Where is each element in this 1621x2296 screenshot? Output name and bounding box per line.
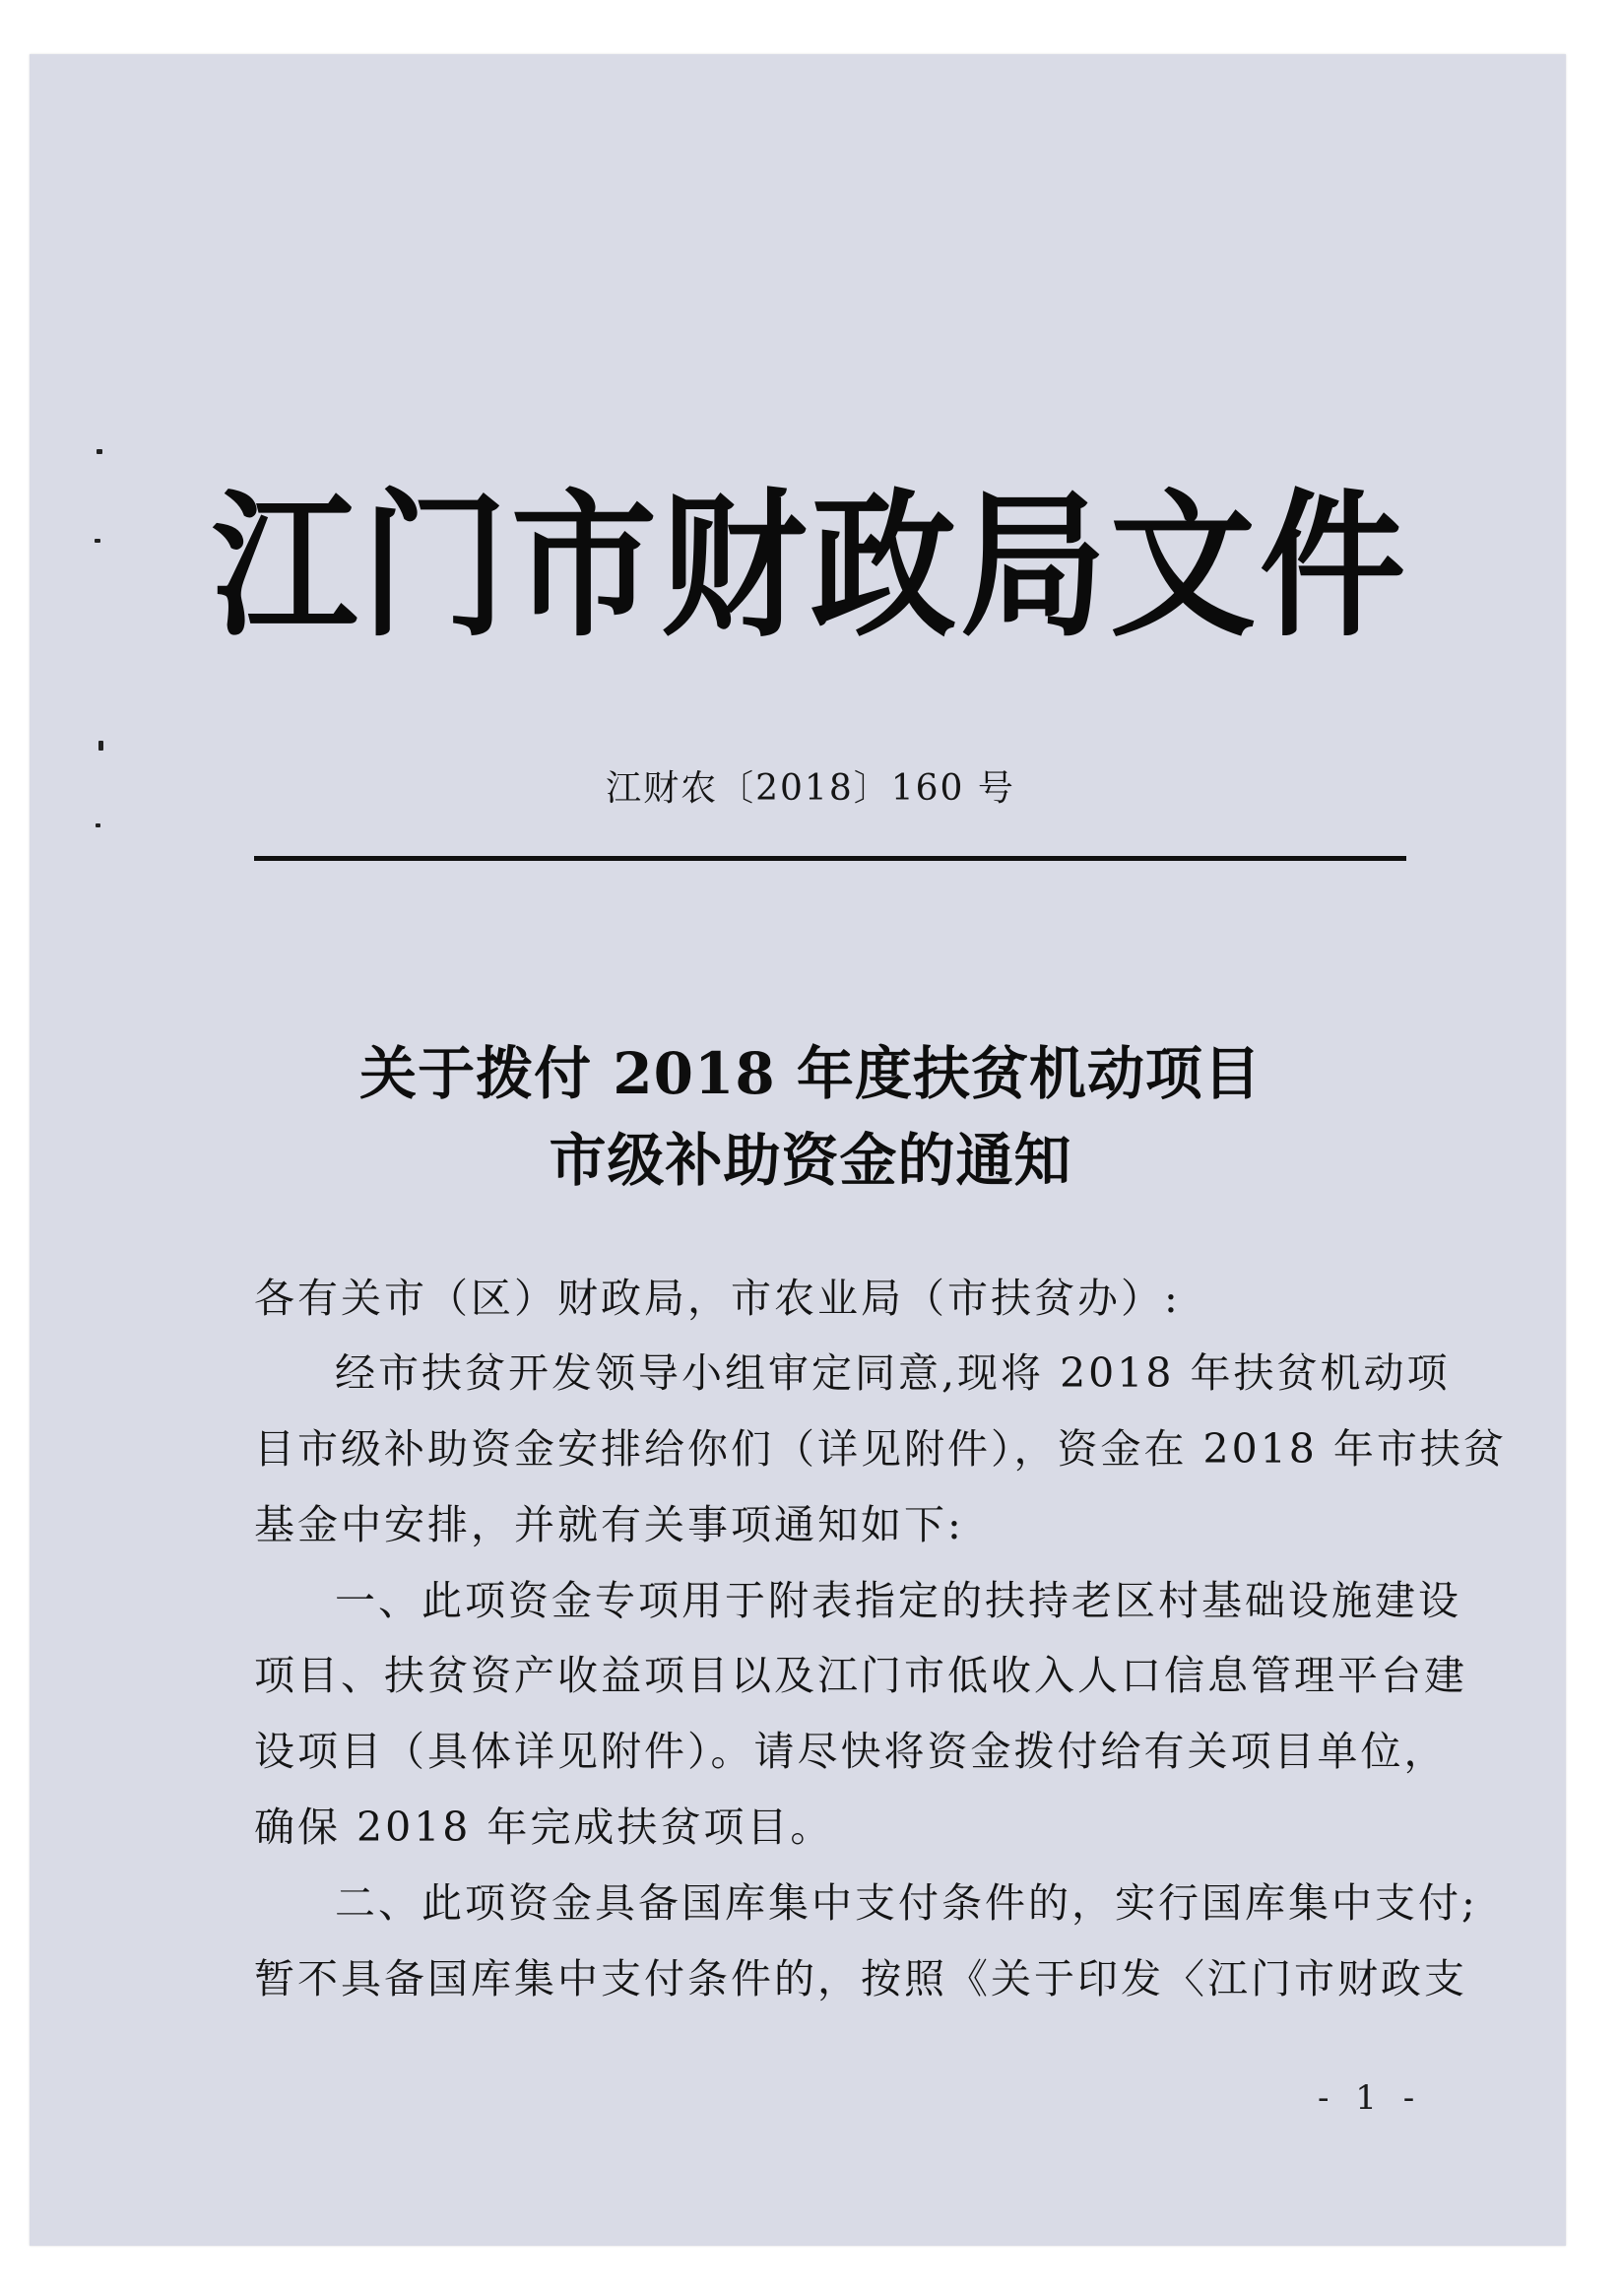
margin-mark [97,449,102,454]
margin-mark [98,741,103,751]
body-paragraph-line: 设项目（具体详见附件）。请尽快将资金拨付给有关项目单位， [254,1728,1448,1775]
subject-title-line-2: 市级补助资金的通知 [549,1127,1072,1194]
body-paragraph-line: 基金中安排，并就有关事项通知如下: [254,1501,964,1548]
body-paragraph-line: 目市级补助资金安排给你们（详见附件），资金在 2018 年市扶贫 [254,1425,1507,1473]
body-paragraph-line: 经市扶贫开发领导小组审定同意,现将 2018 年扶贫机动项 [335,1349,1451,1397]
issuer-header-title: 江门市财政局文件 [212,473,1409,658]
page-number: - 1 - [1318,2078,1423,2118]
body-paragraph-line: 暂不具备国库集中支付条件的，按照《关于印发〈江门市财政支 [254,1955,1467,2002]
subject-title-line-1: 关于拨付 2018 年度扶贫机动项目 [359,1040,1262,1107]
salutation: 各有关市（区）财政局，市农业局（市扶贫办）: [254,1275,1181,1322]
body-paragraph-line: 确保 2018 年完成扶贫项目。 [254,1804,834,1851]
header-divider-rule [254,856,1406,861]
document-number: 江财农〔2018〕160 号 [606,768,1015,809]
body-paragraph-line: 一、此项资金专项用于附表指定的扶持老区村基础设施建设 [335,1577,1461,1624]
body-paragraph-line: 二、此项资金具备国库集中支付条件的，实行国库集中支付; [335,1879,1478,1927]
body-paragraph-line: 项目、扶贫资产收益项目以及江门市低收入人口信息管理平台建 [254,1652,1467,1699]
margin-mark [96,823,100,827]
